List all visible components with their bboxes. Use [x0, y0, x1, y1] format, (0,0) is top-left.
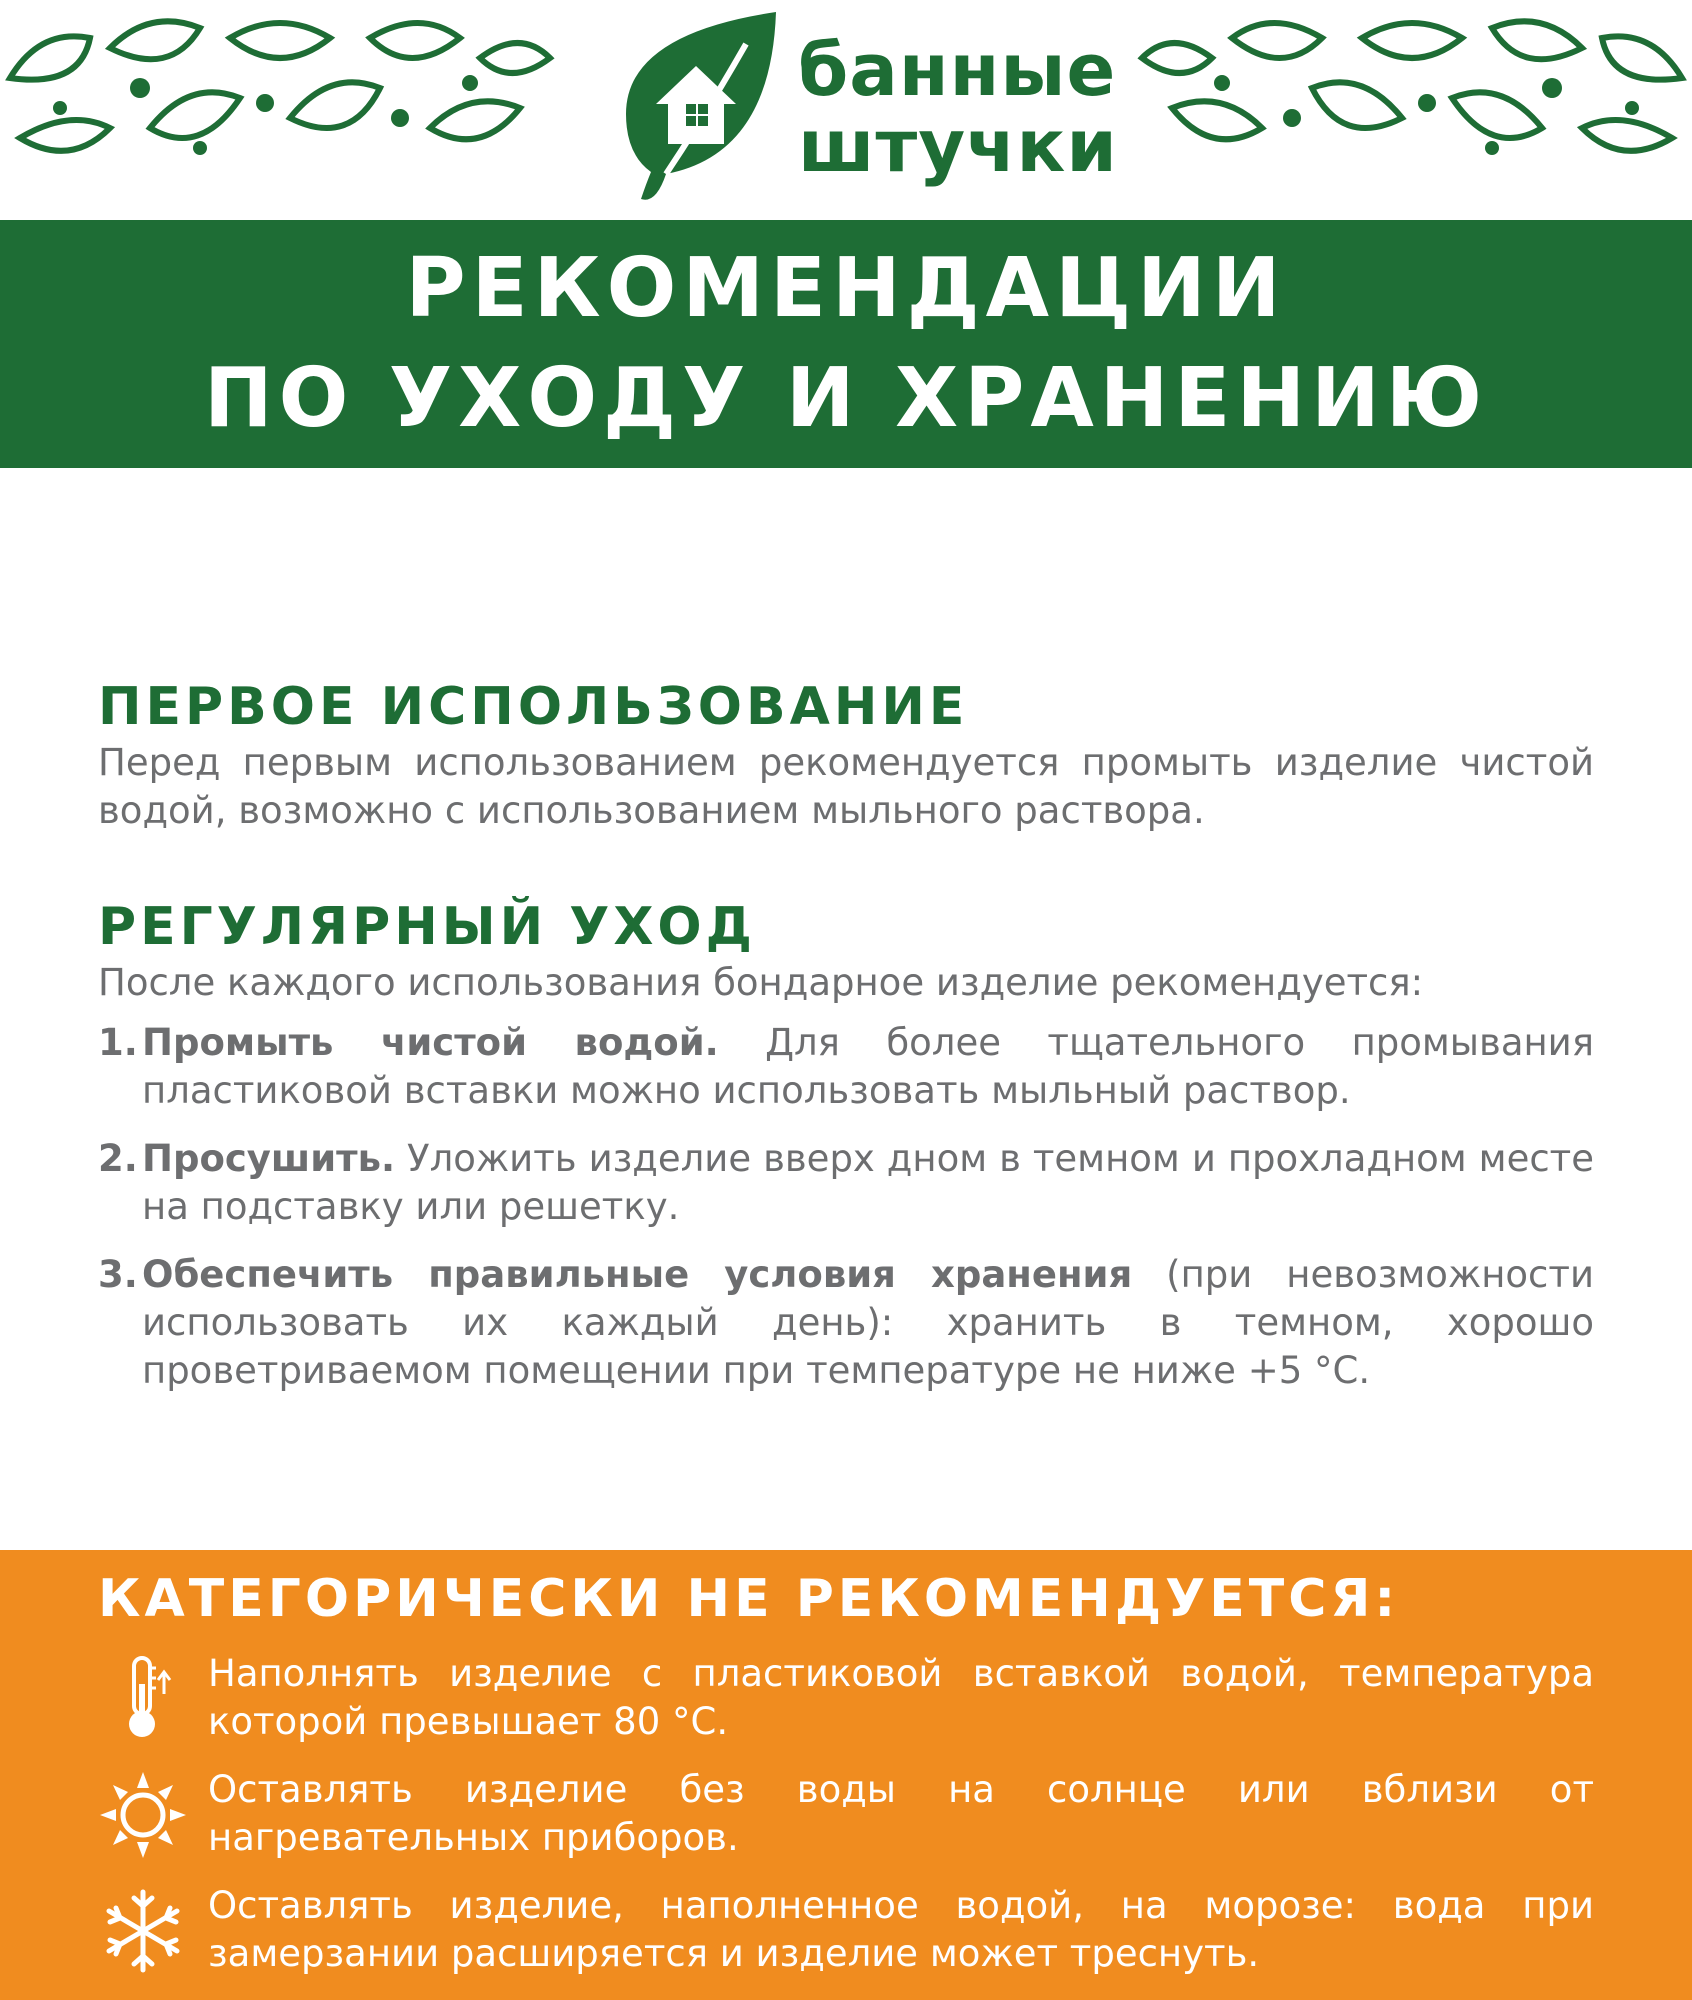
title-banner	[0, 220, 1692, 468]
house-in-leaf-icon	[596, 4, 796, 204]
sun-icon	[98, 1770, 188, 1860]
step-action: Просушить.	[142, 1137, 396, 1180]
title-line-2: ПО УХОДУ И ХРАНЕНИЮ	[204, 351, 1488, 446]
step-number: 3.	[98, 1253, 138, 1296]
warning-text: Наполнять изделие с пластиковой вставкой водой, температура которой превышает 80 °С.	[208, 1652, 1594, 1743]
step-number: 2.	[98, 1137, 138, 1180]
first-use-heading: ПЕРВОЕ ИСПОЛЬЗОВАНИЕ	[98, 677, 969, 737]
step-action: Промыть чистой водой.	[142, 1021, 719, 1064]
step-text: Уложить изделие вверх дном в темном и прохладном месте на подставку или решетку.	[142, 1137, 1594, 1228]
warning-section	[0, 1550, 1692, 2000]
step-number: 1.	[98, 1021, 138, 1064]
step-text: (при невозможности использовать их каждый день): хранить в темном, хорошо проветриваемом помещении при температуре не ниже +5 °С.	[142, 1253, 1594, 1392]
care-content	[98, 675, 1594, 1415]
care-steps-list	[98, 1019, 1594, 1395]
brand-line-2: штучки	[798, 104, 1118, 188]
title-line-1: РЕКОМЕНДАЦИИ	[405, 241, 1287, 336]
first-use-text: Перед первым использованием рекомендуется промыть изделие чистой водой, возможно с использованием мыльного раствора.	[98, 741, 1594, 832]
warning-item	[98, 1766, 1594, 1870]
care-step	[98, 1135, 1594, 1231]
regular-care-heading: РЕГУЛЯРНЫЙ УХОД	[98, 897, 756, 957]
warning-item	[98, 1650, 1594, 1754]
warning-text: Оставлять изделие, наполненное водой, на морозе: вода при замерзании расширяется и изделие может треснуть.	[208, 1884, 1594, 1975]
warning-text: Оставлять изделие без воды на солнце или вблизи от нагревательных приборов.	[208, 1768, 1594, 1859]
warning-heading: КАТЕГОРИЧЕСКИ НЕ РЕКОМЕНДУЕТСЯ:	[98, 1569, 1400, 1629]
care-step	[98, 1251, 1594, 1395]
warning-item	[98, 1882, 1594, 1986]
thermometer-icon	[98, 1654, 188, 1744]
step-action: Обеспечить правильные условия хранения	[142, 1253, 1133, 1296]
leaf-ornament-left	[0, 8, 560, 168]
care-step	[98, 1019, 1594, 1115]
snowflake-icon	[98, 1886, 188, 1976]
brand-line-1: банные	[798, 28, 1117, 112]
brand-name	[798, 28, 1118, 188]
step-text: Для более тщательного промывания пластиковой вставки можно использовать мыльный раствор.	[142, 1021, 1594, 1112]
regular-care-intro: После каждого использования бондарное изделие рекомендуется:	[98, 961, 1424, 1004]
brand-logo	[596, 4, 1116, 204]
leaf-ornament-right	[1132, 8, 1692, 168]
header	[0, 0, 1692, 220]
